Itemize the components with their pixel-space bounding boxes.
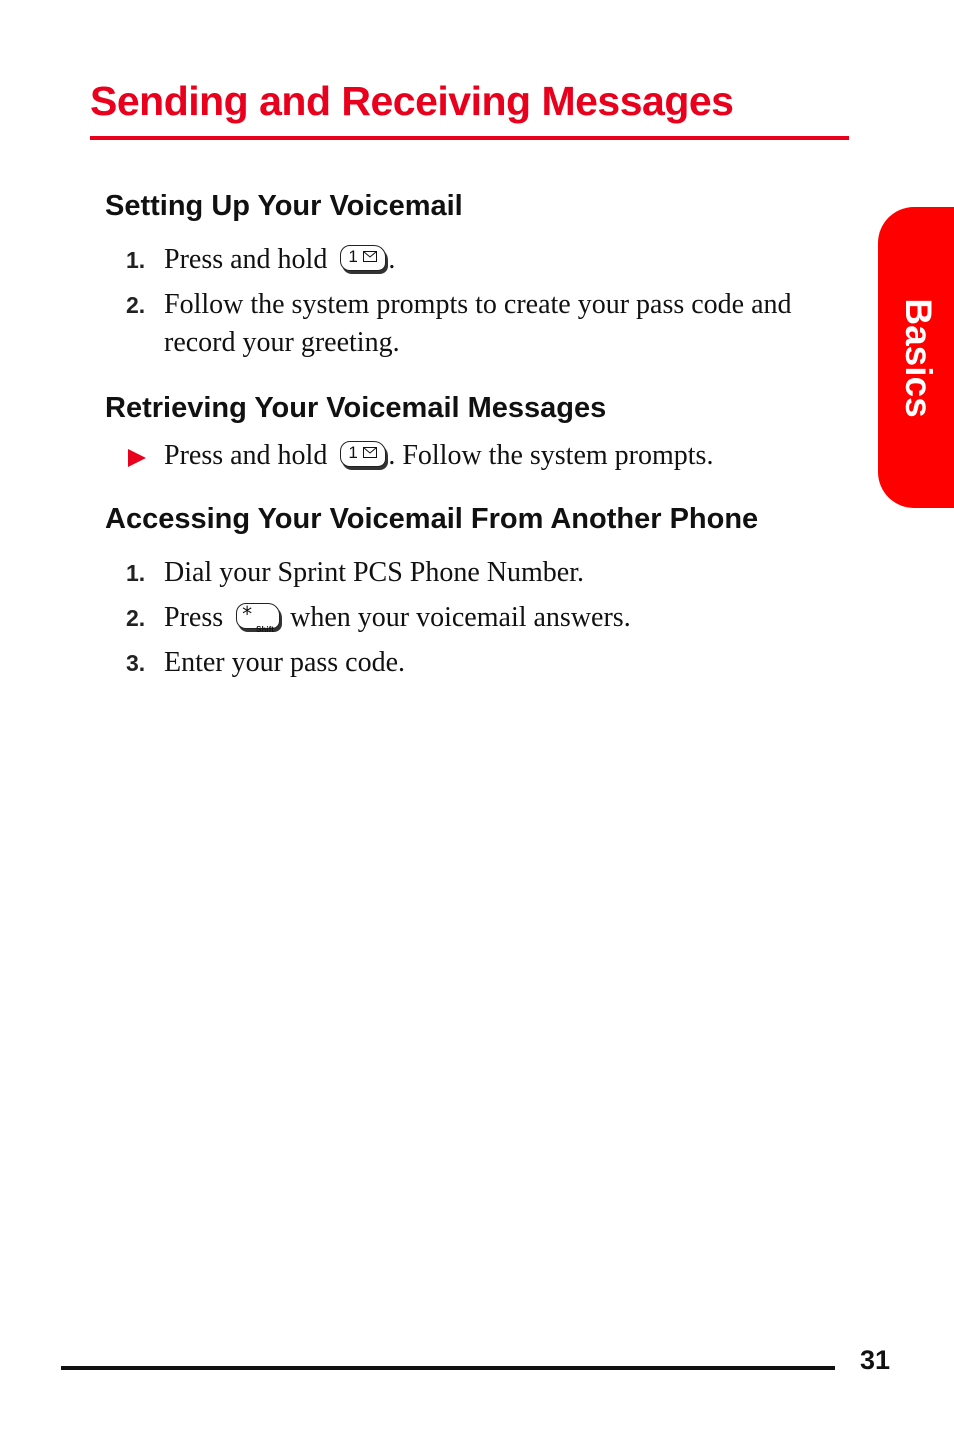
step-text-after: . [388, 244, 396, 275]
side-tab-basics [878, 207, 954, 508]
step-text-before: Press [164, 602, 231, 633]
key-star-glyph: * [242, 602, 253, 626]
section-heading-setting-up: Setting Up Your Voicemail [105, 190, 463, 222]
step-text-before: Press and hold [164, 244, 335, 275]
key-digit: 1 [348, 443, 358, 462]
footer-rule [61, 1366, 835, 1370]
key-shift-label: Shift [256, 625, 274, 634]
step-number: 2. [126, 292, 146, 318]
step-text: Enter your pass code. [164, 647, 406, 678]
step-text [164, 241, 834, 279]
step-number: 1. [126, 560, 146, 586]
step-number: 3. [126, 650, 146, 676]
section-heading-retrieving: Retrieving Your Voicemail Messages [105, 392, 607, 424]
step-text-after: . Follow the system prompts. [388, 440, 714, 471]
step-text [164, 437, 834, 475]
step-text [164, 599, 834, 637]
step-text: Follow the system prompts to create your pass code and record your greeting. [164, 289, 792, 358]
step-number: 2. [126, 605, 146, 631]
step-text-after: when your voicemail answers. [290, 602, 631, 633]
title-rule [90, 136, 849, 140]
section-heading-accessing: Accessing Your Voicemail From Another Phone [105, 503, 759, 535]
step-number: 1. [126, 247, 146, 273]
step-text-before: Press and hold [164, 440, 335, 471]
key-1-voicemail-icon [340, 245, 386, 271]
page-title: Sending and Receiving Messages [90, 78, 734, 124]
key-1-voicemail-icon [340, 441, 386, 467]
triangle-arrow-bullet-icon [128, 449, 146, 467]
key-star-shift-icon [236, 602, 280, 634]
step-text: Dial your Sprint PCS Phone Number. [164, 557, 585, 588]
side-tab-label: Basics [898, 297, 939, 418]
key-digit: 1 [348, 247, 358, 266]
page-number: 31 [860, 1345, 891, 1375]
